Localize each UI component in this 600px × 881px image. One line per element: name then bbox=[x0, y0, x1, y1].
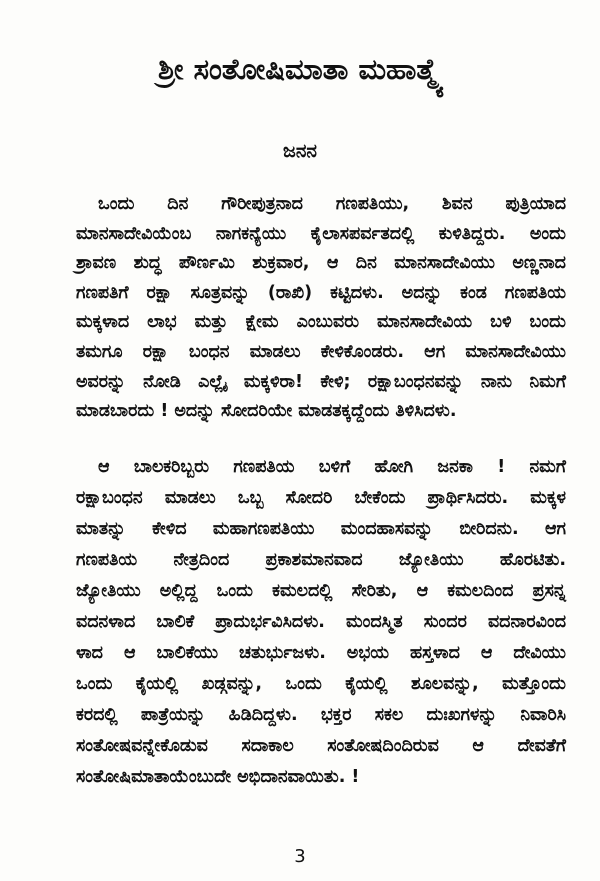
text-line: ಗಣಪತಿಗೆ ರಕ್ಷಾ ಸೂತ್ರವನ್ನು (ರಾಖಿ) ಕಟ್ಟಿದಳು. ಅದನ್ನು ಕಂಡ ಗಣಪತಿಯ bbox=[76, 282, 566, 303]
text-line: ಅವರನ್ನು ನೋಡಿ ಎಲ್ಲೈ ಮಕ್ಕಳಿರಾ! ಕೇಳಿ; ರಕ್ಷಾಬಂಧನವನ್ನು ನಾನು ನಿಮಗೆ bbox=[76, 371, 566, 392]
page-number: 3 bbox=[294, 846, 306, 867]
text-line: ಮಾನಸಾದೇವಿಯೆಂಬ ನಾಗಕನ್ಯೆಯು ಕೈಲಾಸಪರ್ವತದಲ್ಲಿ ಕುಳಿತಿದ್ದರು. ಅಂದು bbox=[76, 223, 566, 244]
text-line: ಜ್ಯೋತಿಯು ಅಲ್ಲಿದ್ದ ಒಂದು ಕಮಲದಲ್ಲಿ ಸೇರಿತು, ಆ ಕಮಲದಿಂದ ಪ್ರಸನ್ನ bbox=[76, 581, 566, 601]
text-line: ಮಾತನ್ನು ಕೇಳಿದ ಮಹಾಗಣಪತಿಯು ಮಂದಹಾಸವನ್ನು ಬೀರಿದನು. ಆಗ bbox=[76, 519, 566, 539]
text-line: ವದನಳಾದ ಬಾಲಿಕೆ ಪ್ರಾದುರ್ಭವಿಸಿದಳು. ಮಂದಸ್ಮಿತ ಸುಂದರ ವದನಾರವಿಂದ bbox=[76, 612, 566, 632]
text-line: ಆ ಬಾಲಕರಿಬ್ಬರು ಗಣಪತಿಯ ಬಳಿಗೆ ಹೋಗಿ ಜನಕಾ ! ನಮಗೆ bbox=[98, 457, 566, 477]
text-line: ಳಾದ ಆ ಬಾಲಿಕೆಯು ಚತುರ್ಭುಜಳು. ಅಭಯ ಹಸ್ತಳಾದ ಆ ದೇವಿಯು bbox=[76, 643, 566, 663]
text-line: ಮಕ್ಕಳಾದ ಲಾಭ ಮತ್ತು ಕ್ಷೇಮ ಎಂಬುವರು ಮಾನಸಾದೇವಿಯ ಬಳಿ ಬಂದು bbox=[76, 312, 566, 333]
section-heading: ಜನನ bbox=[283, 140, 317, 162]
text-line: ತಮಗೂ ರಕ್ಷಾ ಬಂಧನ ಮಾಡಲು ಕೇಳಿಕೊಂಡರು. ಆಗ ಮಾನಸಾದೇವಿಯು bbox=[76, 341, 566, 362]
text-line: ಒಂದು ದಿನ ಗೌರೀಪುತ್ರನಾದ ಗಣಪತಿಯು, ಶಿವನ ಪುತ್ರಿಯಾದ bbox=[98, 194, 566, 214]
text-line: ಶ್ರಾವಣ ಶುದ್ಧ ಪೌರ್ಣಮಿ ಶುಕ್ರವಾರ, ಆ ದಿನ ಮಾನಸಾದೇವಿಯು ಅಣ್ಣನಾದ bbox=[76, 253, 566, 274]
text-line: ಸಂತೋಷಿಮಾತಾಯೆಂಬುದೇ ಅಭಿದಾನವಾಯಿತು. ! bbox=[76, 767, 360, 787]
text-line: ರಕ್ಷಾಬಂಧನ ಮಾಡಲು ಒಬ್ಬ ಸೋದರಿ ಬೇಕೆಂದು ಪ್ರಾರ್ಥಿಸಿದರು. ಮಕ್ಕಳ bbox=[76, 488, 566, 508]
text-line: ಮಾಡಬಾರದು ! ಅದನ್ನು ಸೋದರಿಯೇ ಮಾಡತಕ್ಕದ್ದೆಂದು ತಿಳಿಸಿದಳು. bbox=[76, 401, 457, 422]
text-line: ಗಣಪತಿಯ ನೇತ್ರದಿಂದ ಪ್ರಕಾಶಮಾನವಾದ ಜ್ಯೋತಿಯು ಹೊರಟಿತು. bbox=[76, 550, 566, 570]
page-title: ಶ್ರೀ ಸಂತೋಷಿಮಾತಾ ಮಹಾತ್ಮ್ಯೆ bbox=[157, 52, 442, 86]
text-line: ಸಂತೋಷವನ್ನೇಕೊಡುವ ಸದಾಕಾಲ ಸಂತೋಷದಿಂದಿರುವ ಆ ದೇವತೆಗೆ bbox=[76, 736, 566, 756]
paragraph-1 bbox=[76, 190, 566, 427]
paragraph-2 bbox=[76, 452, 566, 793]
text-line: ಒಂದು ಕೈಯಲ್ಲಿ ಖಡ್ಗವನ್ನು, ಒಂದು ಕೈಯಲ್ಲಿ ಶೂಲವನ್ನು, ಮತ್ತೊಂದು bbox=[76, 674, 566, 694]
text-line: ಕರದಲ್ಲಿ ಪಾತ್ರೆಯನ್ನು ಹಿಡಿದಿದ್ದಳು. ಭಕ್ತರ ಸಕಲ ದುಃಖಗಳನ್ನು ನಿವಾರಿಸಿ bbox=[76, 705, 566, 725]
